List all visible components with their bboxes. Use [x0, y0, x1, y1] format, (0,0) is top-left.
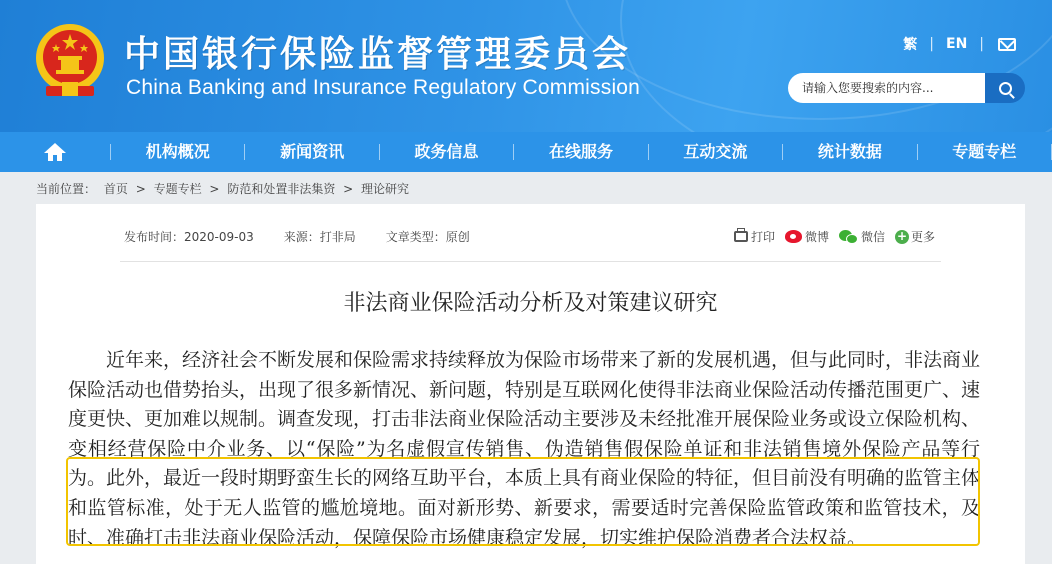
printer-icon	[734, 231, 748, 242]
breadcrumb-link-special-topics[interactable]: 专题专栏	[153, 182, 202, 196]
nav-item-interaction[interactable]: 互动交流	[683, 142, 748, 161]
traditional-chinese-link[interactable]: 繁	[903, 37, 918, 53]
article-source: 来源：打非局	[283, 230, 356, 244]
breadcrumb-link-home[interactable]: 首页	[103, 182, 128, 196]
meta-divider	[120, 261, 941, 262]
english-link[interactable]: EN	[946, 36, 968, 52]
tools-divider: |	[979, 36, 984, 52]
breadcrumb-separator: >	[135, 182, 146, 196]
share-more-button[interactable]	[895, 228, 935, 245]
site-title-en: China Banking and Insurance Regulatory Commission	[126, 76, 641, 99]
main-nav	[0, 132, 1052, 172]
share-wechat-button[interactable]	[839, 228, 885, 245]
site-title-cn: 中国银行保险监督管理委员会	[124, 34, 632, 75]
print-label: 打印	[751, 230, 776, 244]
article-meta	[124, 228, 500, 245]
breadcrumb-link-illegal-fundraising[interactable]: 防范和处置非法集资	[227, 182, 336, 196]
wechat-icon	[839, 230, 859, 244]
nav-item-statistics[interactable]: 统计数据	[817, 142, 882, 161]
national-emblem-icon	[34, 22, 106, 100]
share-bar	[734, 228, 945, 245]
search-button[interactable]	[985, 73, 1025, 103]
article-type: 文章类型：原创	[385, 230, 470, 244]
search-box	[788, 73, 1025, 103]
nav-item-online-service[interactable]: 在线服务	[548, 142, 613, 161]
article-card	[36, 204, 1025, 564]
breadcrumb-separator: >	[343, 182, 354, 196]
breadcrumb-separator: >	[209, 182, 220, 196]
home-icon	[44, 143, 66, 161]
header-decoration	[620, 0, 1052, 132]
publish-time: 发布时间：2020-09-03	[124, 230, 254, 244]
weibo-icon	[785, 230, 802, 243]
article-paragraph: 近年来，经济社会不断发展和保险需求持续释放为保险市场带来了新的发展机遇，但与此同时，非法商业保险活动也借势抬头，出现了很多新情况、新问题，特别是互联网化使得非法商业保险活动传播范围更广、速度更快、更加难以规制。调查发现，打击非法商业保险活动主要涉及未经批准开展保险业务或设立保险机构、变相经营保险中介业务、以“保险”为名虚假宣传销售、伪造销售假保险单证和非法销售境外保险产品等行为。此外，最近一段时期野蛮生长的网络互助平台，本质上具有商业保险的特征，但目前没有明确的监管主体和监管标准，处于无人监管的尴尬境地。面对新形势、新要求，需要适时完善保险监管政策和监管技术，及时、准确打击非法商业保险活动，保障保险市场健康稳定发展，切实维护保险消费者合法权益。	[68, 349, 981, 549]
search-input[interactable]	[788, 73, 988, 103]
tools-divider: |	[929, 36, 934, 52]
nav-item-special-topics[interactable]: 专题专栏	[952, 142, 1017, 161]
site-header	[0, 0, 1052, 132]
header-tools	[903, 34, 1016, 54]
nav-item-news[interactable]: 新闻资讯	[280, 142, 345, 161]
mail-icon[interactable]	[998, 38, 1016, 51]
nav-item-about[interactable]: 机构概况	[145, 142, 210, 161]
more-label: 更多	[911, 230, 936, 244]
share-weibo-button[interactable]	[785, 228, 829, 245]
plus-icon: +	[897, 228, 908, 243]
weibo-label: 微博	[805, 230, 830, 244]
article-title: 非法商业保险活动分析及对策建议研究	[343, 291, 718, 316]
nav-home[interactable]	[0, 132, 110, 172]
print-button[interactable]	[734, 228, 775, 245]
breadcrumb-link-theory-research[interactable]: 理论研究	[361, 182, 410, 196]
wechat-label: 微信	[861, 230, 886, 244]
search-icon	[999, 82, 1012, 95]
breadcrumb-label: 当前位置：	[36, 182, 97, 196]
breadcrumb	[36, 180, 413, 197]
nav-item-government-info[interactable]: 政务信息	[414, 142, 479, 161]
